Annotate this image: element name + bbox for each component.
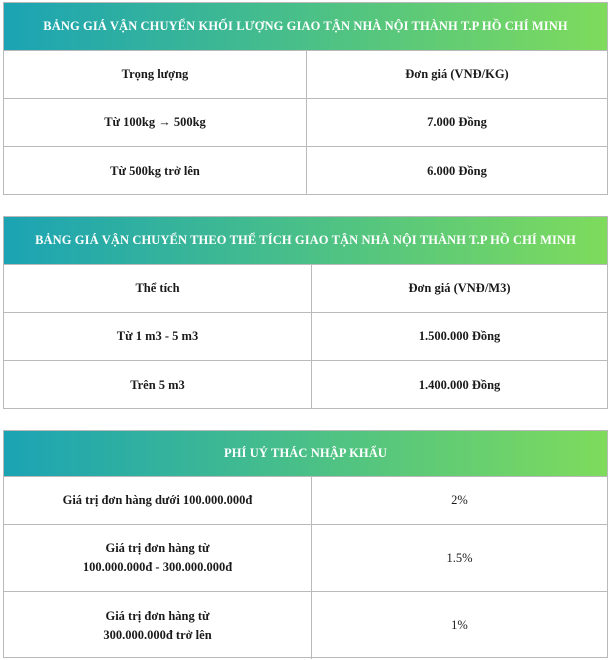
- weight-range: Từ 500kg trở lên: [110, 163, 200, 178]
- table-row: [4, 525, 607, 592]
- table-header-row: [4, 265, 607, 313]
- column-header-unit-price: Đơn giá (VNĐ/M3): [311, 265, 607, 312]
- order-value-range: Giá trị đơn hàng dưới 100.000.000đ: [62, 493, 253, 507]
- table-row: [4, 313, 607, 361]
- order-value-range: Giá trị đơn hàng từ 300.000.000đ trở lên: [103, 608, 212, 642]
- volume-price-table: [3, 216, 608, 409]
- table-row: [4, 361, 607, 409]
- column-header-volume: Thể tích: [135, 281, 180, 295]
- weight-range: Từ 100kg → 500kg: [104, 115, 206, 129]
- fee-percent: 2%: [311, 477, 607, 524]
- table-title: BẢNG GIÁ VẬN CHUYỂN THEO THỂ TÍCH GIAO TẬN NHÀ NỘI THÀNH T.P HỒ CHÍ MINH: [4, 217, 607, 265]
- volume-range: Trên 5 m3: [130, 377, 185, 392]
- table-title: PHÍ UỶ THÁC NHẬP KHẨU: [4, 431, 607, 477]
- import-fee-table: [3, 430, 608, 658]
- table-row: [4, 147, 607, 195]
- fee-percent: 1.5%: [311, 525, 607, 591]
- table-title: BẢNG GIÁ VẬN CHUYỂN KHỐI LƯỢNG GIAO TẬN NHÀ NỘI THÀNH T.P HỒ CHÍ MINH: [4, 3, 607, 51]
- unit-price: 1.400.000 Đồng: [311, 361, 607, 409]
- table-row: [4, 477, 607, 525]
- column-header-unit-price: Đơn giá (VNĐ/KG): [306, 51, 607, 98]
- weight-price-table: [3, 2, 608, 195]
- table-row: [4, 592, 607, 659]
- unit-price: 6.000 Đồng: [306, 147, 607, 195]
- table-header-row: [4, 51, 607, 99]
- fee-percent: 1%: [311, 592, 607, 659]
- unit-price: 7.000 Đồng: [306, 99, 607, 146]
- table-row: [4, 99, 607, 147]
- order-value-range: Giá trị đơn hàng từ 100.000.000đ - 300.000.000đ: [82, 541, 233, 574]
- volume-range: Từ 1 m3 - 5 m3: [116, 329, 199, 343]
- column-header-weight: Trọng lượng: [121, 67, 189, 81]
- unit-price: 1.500.000 Đồng: [311, 313, 607, 360]
